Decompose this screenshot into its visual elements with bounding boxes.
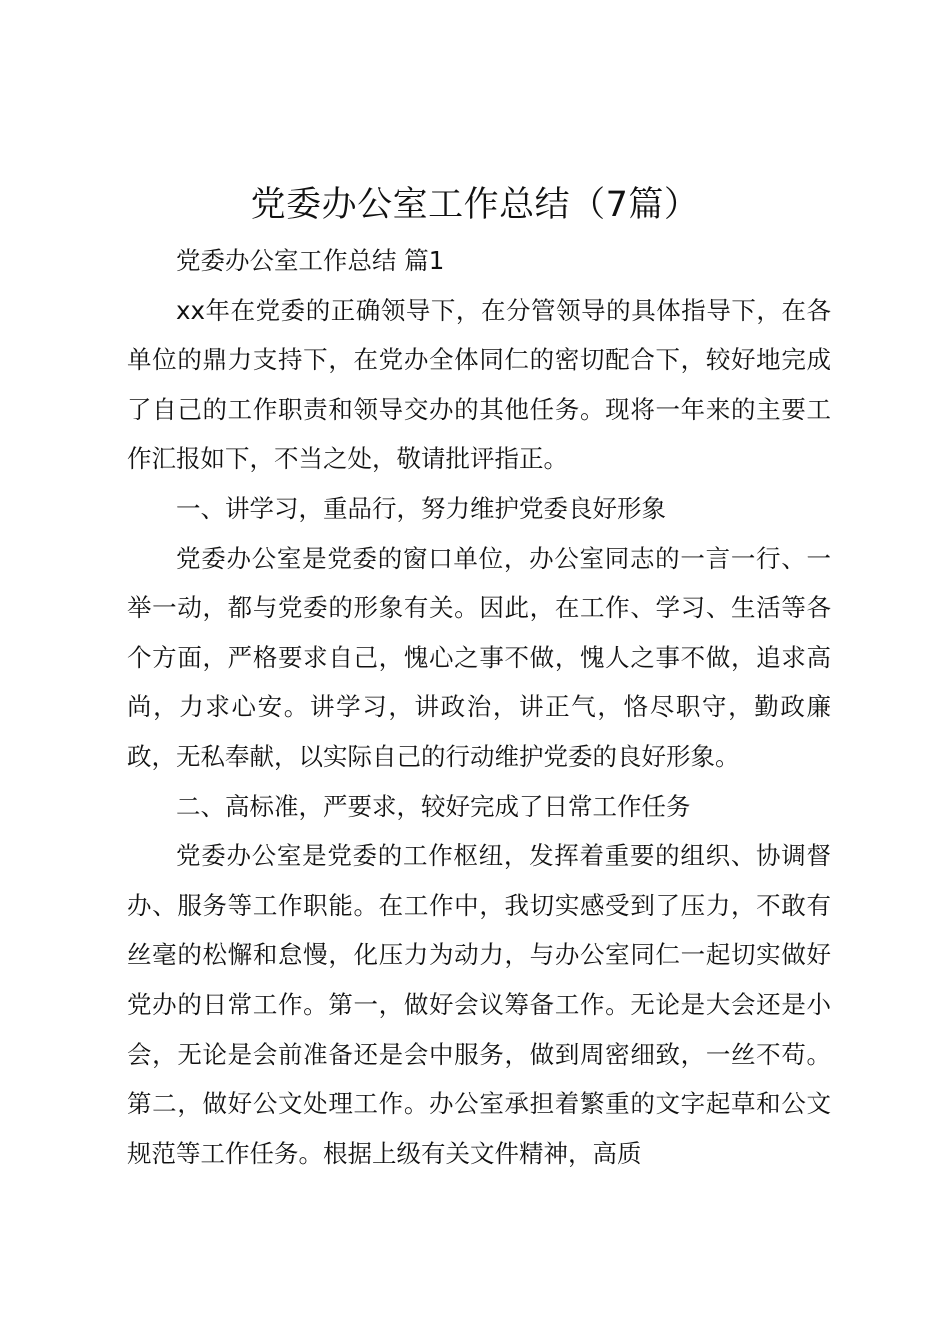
document-body — [127, 236, 831, 1178]
document-title: 党委办公室工作总结（7篇） — [250, 185, 700, 225]
paragraph-section-two: 党委办公室是党委的工作枢纽，发挥着重要的组织、协调督办、服务等工作职能。在工作中，我切实感受到了压力，不敢有丝毫的松懈和怠慢，化压力为动力，与办公室同仁一起切实做好党办的日常工作。第一，做好会议筹备工作。无论是大会还是小会，无论是会前准备还是会中服务，做到周密细致，一丝不苟。第二，做好公文处理工作。办公室承担着繁重的文字起草和公文规范等工作任务。根据上级有关文件精神，高质 — [127, 841, 831, 1168]
section-heading-one: 一、讲学习，重品行，努力维护党委良好形象 — [176, 493, 666, 523]
paragraph-intro: xx年在党委的正确领导下，在分管领导的具体指导下，在各单位的鼎力支持下，在党办全体同仁的密切配合下，较好地完成了自己的工作职责和领导交办的其他任务。现将一年来的主要工作汇报如下，不当之处，敬请批评指正。 — [127, 295, 831, 474]
section-heading-two: 二、高标准，严要求，较好完成了日常工作任务 — [176, 791, 691, 821]
paragraph-section-one: 党委办公室是党委的窗口单位，办公室同志的一言一行、一举一动，都与党委的形象有关。因此，在工作、学习、生活等各个方面，严格要求自己，愧心之事不做，愧人之事不做，追求高尚，力求心安。讲学习，讲政治，讲正气，恪尽职守，勤政廉政，无私奉献，以实际自己的行动维护党委的良好形象。 — [127, 543, 831, 771]
section-subtitle: 党委办公室工作总结 篇1 — [176, 246, 445, 275]
